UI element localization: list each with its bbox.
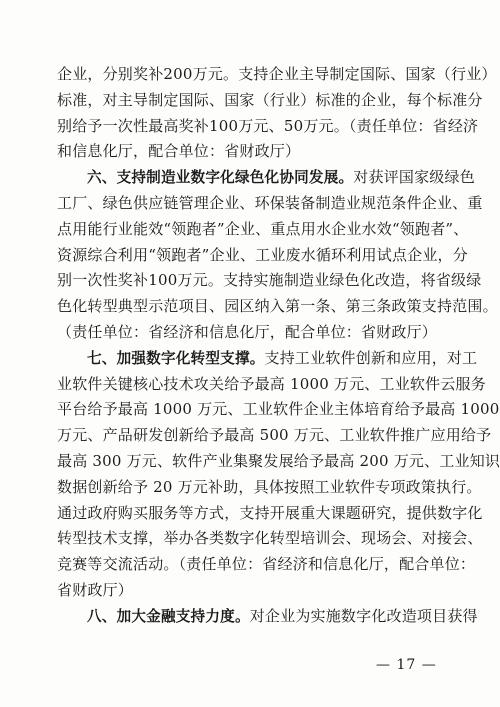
section-heading-line: 六、支持制造业数字化绿色化协同发展。对获评国家级绿色 [87,168,475,187]
text-line: 通过政府购买服务等方式，支持开展重大课题研究，提供数字化 [57,503,483,522]
text-line: 和信息化厅，配合单位：省财政厅） [57,142,301,161]
body-text [57,62,500,630]
text-line: 业软件关键核心技术攻关给予最高 1000 万元、工业软件云服务 [57,374,486,393]
text-line: 转型技术支撑，举办各类数字化转型培训会、现场会、对接会、 [57,529,483,548]
section-heading: 八、加大金融支持力度。 [87,607,250,625]
text-line: 万元、产品研发创新给予最高 500 万元、工业软件推广应用给予 [57,426,492,445]
text-line: （责任单位：省经济和信息化厅，配合单位：省财政厅） [57,322,438,341]
text-line: 数据创新给予 20 万元补助，具体按照工业软件专项政策执行。 [57,477,482,496]
section-heading-line: 八、加大金融支持力度。对企业为实施数字化改造项目获得 [87,606,478,625]
text-line: 竞赛等交流活动。（责任单位：省经济和信息化厅，配合单位： [57,555,476,574]
text-line: 点用能行业能效“领跑者”企业、重点用水企业水效“领跑者”、 [57,219,469,238]
text-line: 色化转型典型示范项目、园区纳入第一条、第三条政策支持范围。 [57,297,498,316]
text-line: 省财政厅） [57,580,134,599]
text-line: 资源综合利用“领跑者”企业、工业废水循环利用试点企业，分 [57,245,468,264]
section-heading-line: 七、加强数字化转型支撑。支持工业软件创新和应用，对工 [87,348,478,367]
text-line: 标准，对主导制定国际、国家（行业）标准的企业，每个标准分 [57,90,483,109]
text-line: 平台给予最高 1000 万元、工业软件企业主体培育给予最高 1000 [57,400,500,419]
text-line: 别一次性奖补100万元。支持实施制造业绿色化改造，将省级绿 [57,271,482,290]
text-line: 工厂、绿色供应链管理企业、环保装备制造业规范条件企业、重 [57,193,483,212]
text-line: 最高 300 万元、软件产业集聚发展给予最高 200 万元、工业知识 [57,451,500,470]
text-line: 别给予一次性最高奖补100万元、50万元。（责任单位：省经济 [57,116,479,135]
section-heading: 六、支持制造业数字化绿色化协同发展。 [87,169,354,187]
text-line: 企业，分别奖补200万元。支持企业主导制定国际、国家（行业） [57,65,497,83]
page-number: — 17 — [376,657,437,673]
section-heading: 七、加强数字化转型支撑。 [87,349,265,367]
